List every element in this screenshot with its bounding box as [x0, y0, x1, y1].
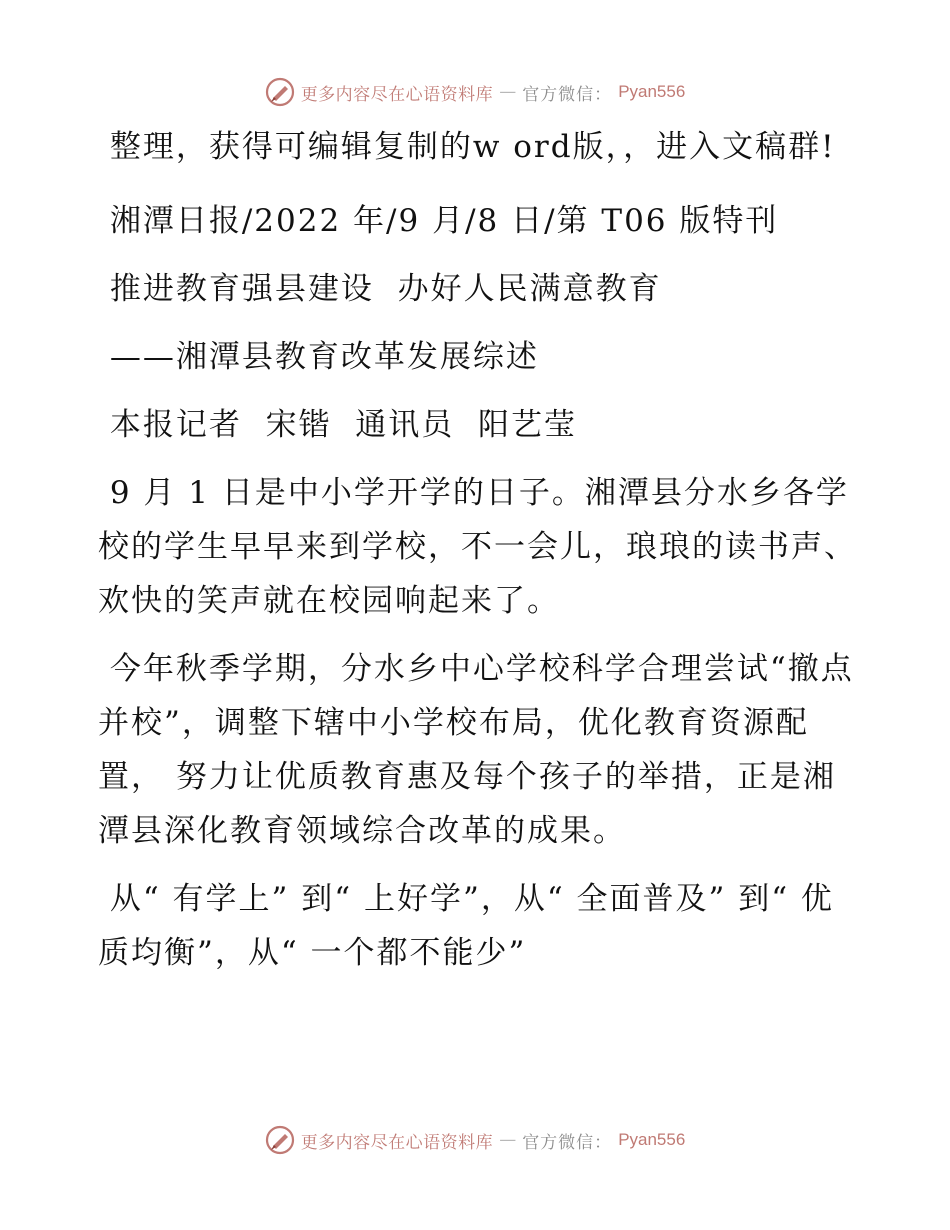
document-body — [98, 120, 858, 980]
reporter-credits: 本报记者 宋锴 通讯员 阳艺莹 — [98, 407, 577, 443]
newspaper-byline: 湘潭日报/2022 年/9 月/8 日/第 T06 版特刊 — [98, 203, 779, 239]
watermark-text: 更多内容尽在心语资料库 — [300, 1132, 494, 1153]
watermark-wechat-label: 官方微信： — [522, 84, 613, 105]
article-subtitle: ——湘潭县教育改革发展综述 — [98, 339, 539, 375]
watermark-text: 更多内容尽在心语资料库 — [300, 84, 494, 105]
quill-pen-icon — [265, 1125, 295, 1155]
article-headline: 推进教育强县建设 办好人民满意教育 — [98, 271, 662, 307]
watermark-wechat-id: Pyan556 — [618, 1130, 686, 1149]
watermark-wechat-label: 官方微信： — [522, 1132, 613, 1153]
watermark-dash: — — [499, 82, 517, 102]
watermark-dash: — — [499, 1130, 517, 1150]
intro-text: 整理，获得可编辑复制的w ord版，，进入文稿群! — [98, 129, 836, 165]
header-watermark — [0, 72, 950, 112]
paragraph-1: 9 月 1 日是中小学开学的日子。湘潭县分水乡各学校的学生早早来到学校，不一会儿，琅琅的读书声、欢快的笑声就在校园响起来了。 — [98, 475, 857, 619]
quill-pen-icon — [265, 77, 295, 107]
footer-watermark — [0, 1120, 950, 1160]
watermark-wechat-id: Pyan556 — [618, 82, 686, 101]
paragraph-3: 从“ 有学上” 到“ 上好学”，从“ 全面普及” 到“ 优质均衡”，从“ 一个都不能少” — [98, 881, 834, 971]
paragraph-2: 今年秋季学期，分水乡中心学校科学合理尝试“撤点并校”，调整下辖中小学校布局，优化教育资源配置， 努力让优质教育惠及每个孩子的举措，正是湘潭县深化教育领域综合改革的成果。 — [98, 651, 854, 849]
